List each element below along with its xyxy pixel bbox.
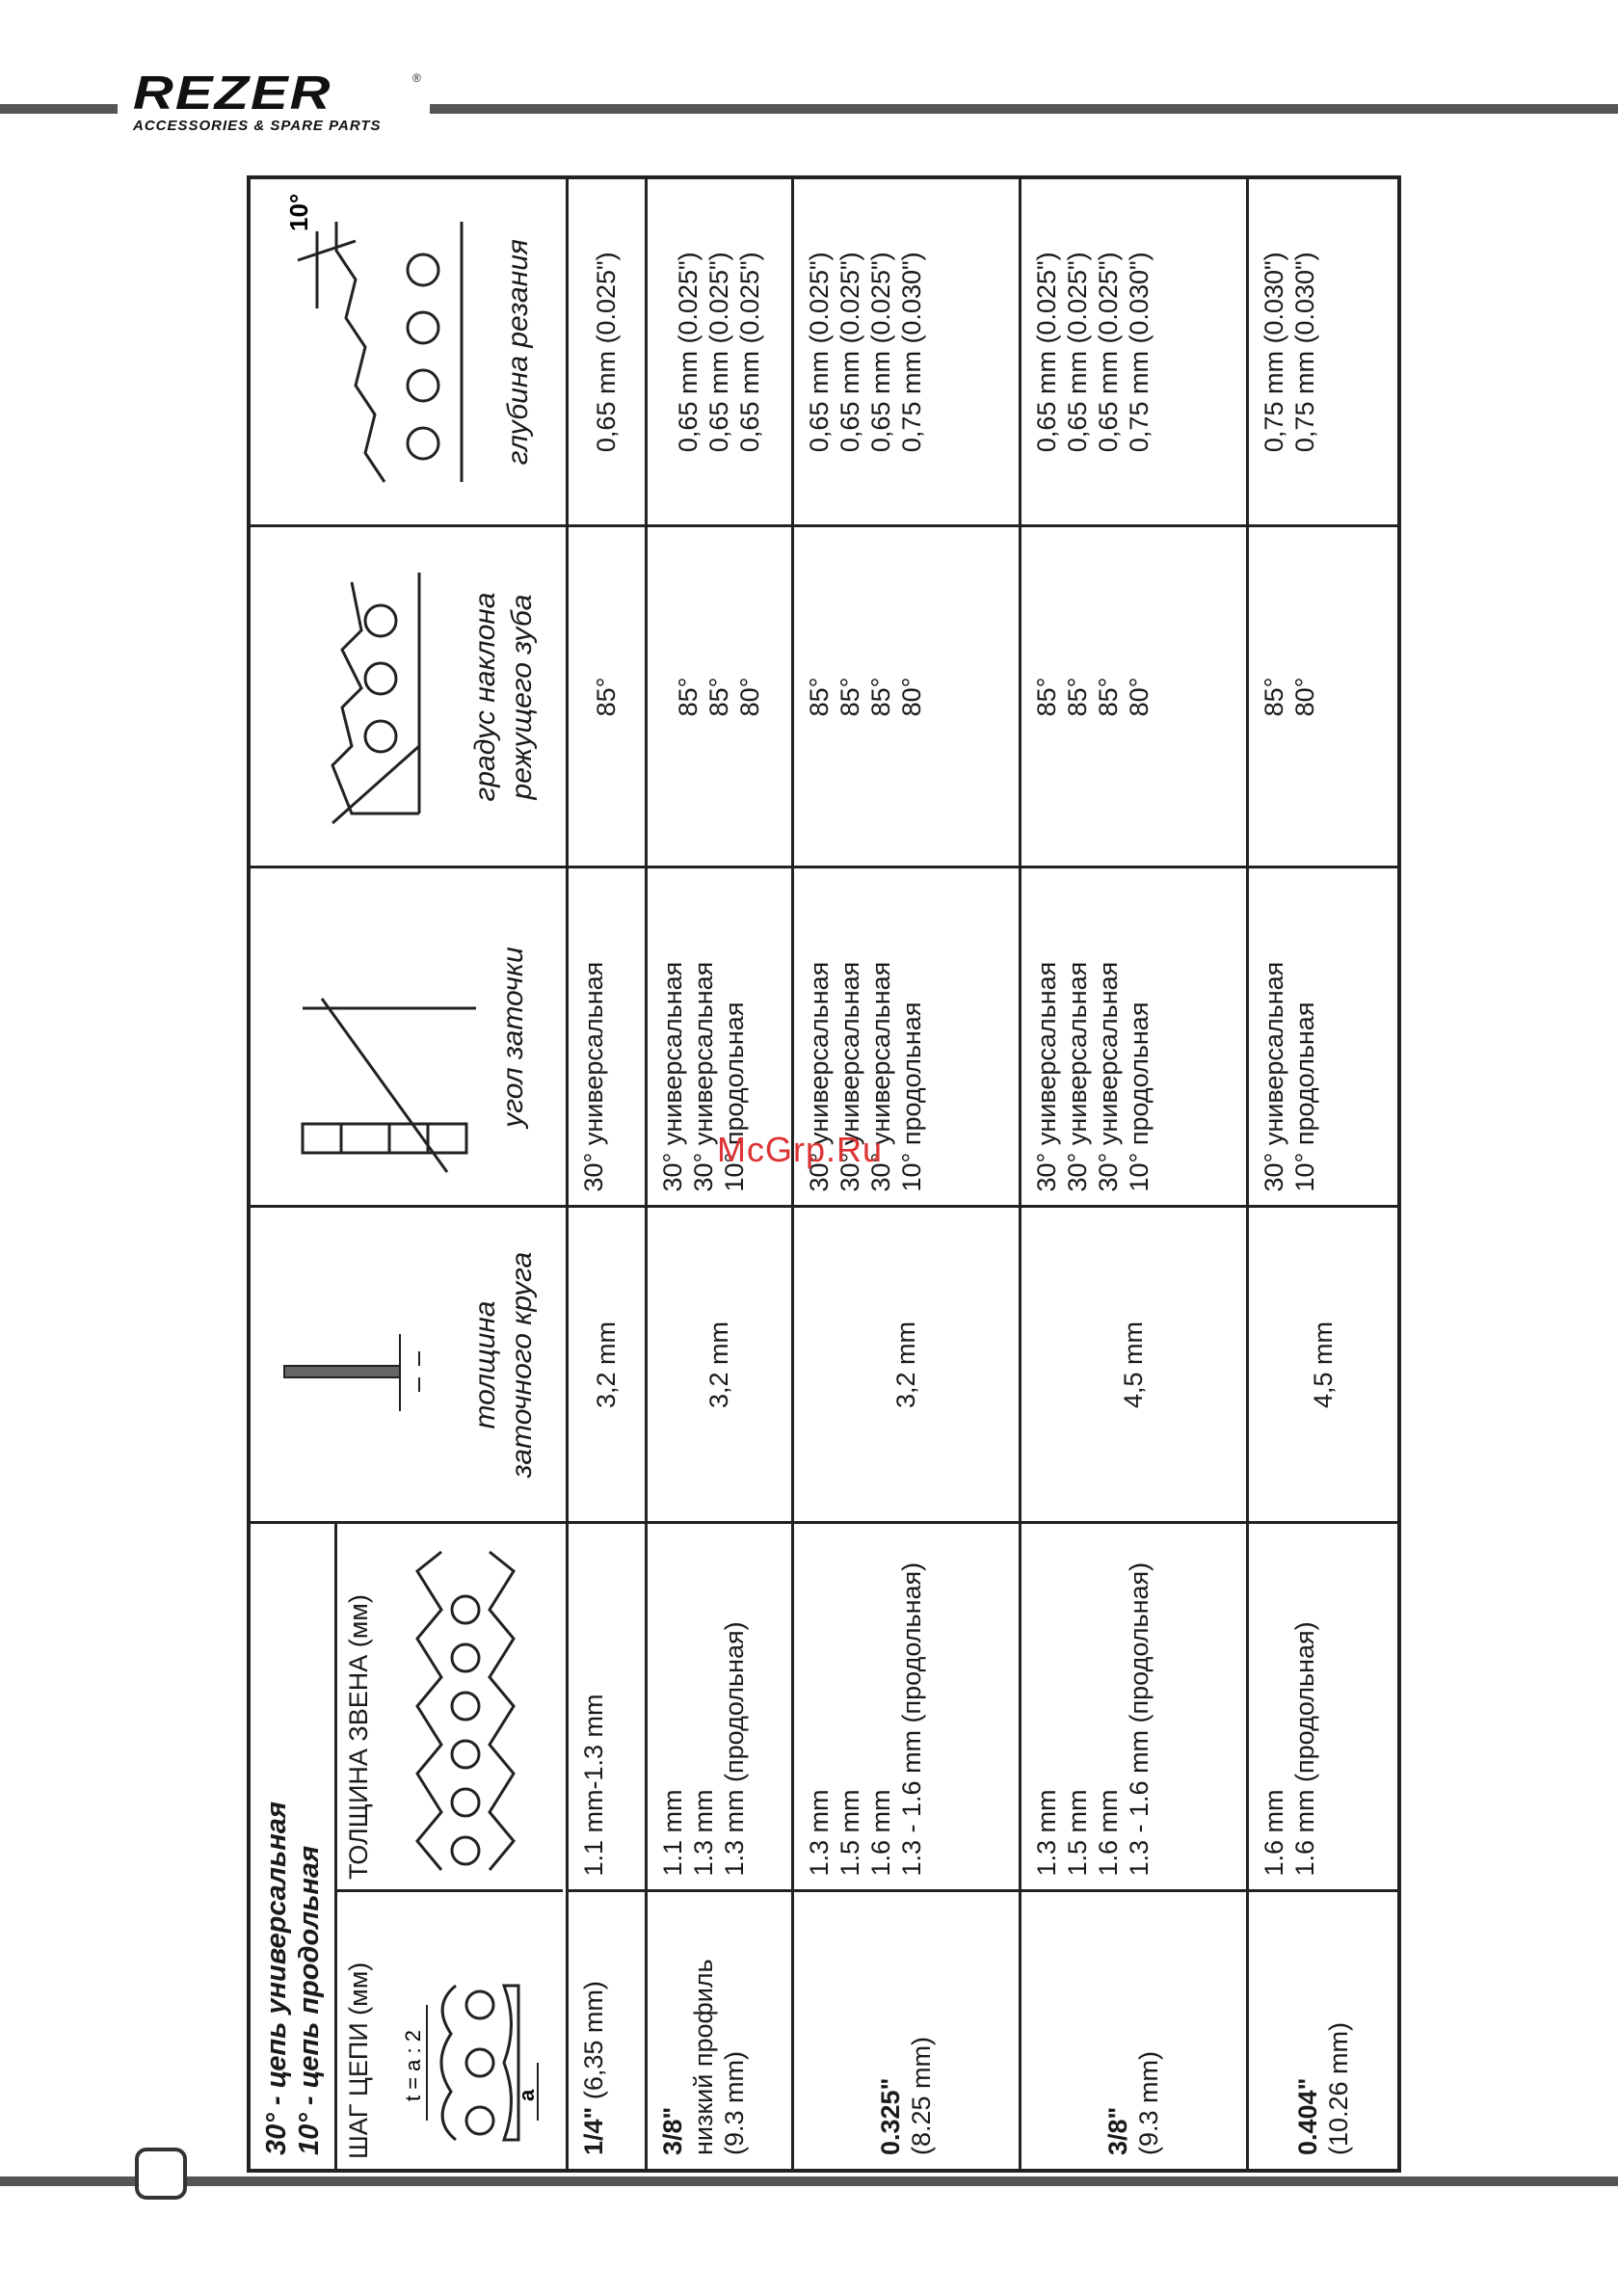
pitch-inch: 1/4" <box>578 2106 608 2155</box>
table-row <box>1020 177 1247 2171</box>
wheel-cell <box>792 1207 1020 1523</box>
table-row <box>792 177 1020 2171</box>
tooth-header <box>249 526 567 868</box>
tooth-value: 80° <box>735 677 764 717</box>
angle-value: 10° продольная <box>719 1001 749 1192</box>
pitch-cell <box>792 1891 1020 2171</box>
pitch-extra: (9.3 mm) <box>719 2051 749 2155</box>
header-rule-right <box>430 104 1618 114</box>
wheel-value: 3,2 mm <box>891 1321 920 1409</box>
pitch-cell <box>567 1891 646 2171</box>
wheel-cell <box>567 1207 646 1523</box>
pitch-extra: низкий профиль <box>688 1959 718 2155</box>
depth-value: 0,65 mm (0.025") <box>1062 252 1092 453</box>
tooth-value: 85° <box>804 677 834 717</box>
angle-value: 30° универсальная <box>835 961 864 1192</box>
wheel-cell <box>1247 1207 1399 1523</box>
gauge-value: 1.6 mm <box>1259 1789 1288 1877</box>
tooth-value: 80° <box>1124 677 1154 717</box>
table-row <box>1247 177 1399 2171</box>
gauge-value: 1.1 mm <box>657 1789 687 1877</box>
angle-value: 30° универсальная <box>578 961 608 1192</box>
tooth-value: 85° <box>1093 677 1123 717</box>
wheel-cell <box>1020 1207 1247 1523</box>
wheel-cell <box>646 1207 792 1523</box>
gauge-value: 1.1 mm-1.3 mm <box>578 1694 608 1877</box>
tooth-value: 85° <box>704 677 733 717</box>
angle-value: 30° универсальная <box>804 961 834 1192</box>
gauge-value: 1.3 - 1.6 mm (продольная) <box>1124 1562 1154 1877</box>
depth-value: 0,75 mm (0.030") <box>896 252 926 453</box>
depth-cell <box>792 177 1020 526</box>
tooth-value: 85° <box>1062 677 1092 717</box>
chain-spec-table <box>247 175 1401 2173</box>
depth-value: 0,65 mm (0.025") <box>835 252 864 453</box>
footer-rule-right <box>185 2176 1618 2186</box>
gauge-value: 1.6 mm (продольная) <box>1289 1621 1319 1877</box>
legend-universal: 30° - цепь универсальная <box>261 1802 292 2155</box>
depth-value: 0,65 mm (0.025") <box>1031 252 1061 453</box>
table-row <box>646 177 792 2171</box>
pitch-mm: (6,35 mm) <box>578 1981 608 2107</box>
depth-value: 0,65 mm (0.025") <box>674 252 703 453</box>
tooth-angle-icon <box>275 545 467 853</box>
tooth-value: 85° <box>865 677 895 717</box>
gauge-value: 1.6 mm <box>1093 1789 1123 1877</box>
spec-table-wrapper <box>247 179 1397 2173</box>
tooth-value: 85° <box>592 677 621 717</box>
gauge-cell <box>1247 1523 1399 1891</box>
wheel-value: 3,2 mm <box>592 1321 621 1409</box>
angle-cell <box>567 868 646 1207</box>
gauge-value: 1.5 mm <box>1062 1789 1092 1877</box>
angle-header <box>249 868 567 1207</box>
gauge-value: 1.3 mm <box>688 1789 718 1877</box>
depth-value: 0,65 mm (0.025") <box>1093 252 1123 453</box>
pitch-header-label: ШАГ ЦЕПИ (мм) <box>344 1962 373 2159</box>
gauge-value: 1.6 mm <box>865 1789 895 1877</box>
pitch-formula-label: t = a : 2 <box>401 2030 425 2101</box>
angle-value: 10° продольная <box>896 1001 926 1192</box>
pitch-a-label: a <box>515 2089 539 2101</box>
pitch-inch: 0.325" <box>876 2077 905 2155</box>
pitch-extra: (8.25 mm) <box>907 2036 936 2155</box>
gauge-value: 1.3 - 1.6 mm (продольная) <box>896 1562 926 1877</box>
watermark: McGrp.Ru <box>717 1130 884 1169</box>
angle-value: 30° универсальная <box>1093 961 1123 1192</box>
angle-value: 30° универсальная <box>1259 961 1288 1192</box>
wheel-header-line1: толщина <box>469 1300 502 1429</box>
angle-cell <box>1247 868 1399 1207</box>
wheel-header <box>249 1207 567 1523</box>
tooth-cell <box>567 526 646 868</box>
pitch-extra: (10.26 mm) <box>1323 2021 1353 2155</box>
tooth-value: 85° <box>1031 677 1061 717</box>
tooth-value: 85° <box>835 677 864 717</box>
angle-value: 30° универсальная <box>865 961 895 1192</box>
tooth-header-line1: градус наклона <box>469 592 502 802</box>
brand-tagline: ACCESSORIES & SPARE PARTS <box>133 118 382 134</box>
page-number-box <box>135 2148 187 2200</box>
brand-logo <box>133 66 422 134</box>
cutting-depth-icon <box>279 194 500 512</box>
angle-value: 10° продольная <box>1124 1001 1154 1192</box>
chain-header-cell <box>249 1523 567 2171</box>
pitch-diagram-icon <box>374 1899 547 2159</box>
tooth-cell <box>646 526 792 868</box>
gauge-cell <box>792 1523 1020 1891</box>
footer-rule-left <box>0 2176 137 2186</box>
wheel-value: 4,5 mm <box>1308 1321 1338 1409</box>
header-rule-left <box>0 104 118 114</box>
depth-cell <box>567 177 646 526</box>
gauge-header <box>337 1523 563 1889</box>
table-header-row <box>249 177 567 2171</box>
pitch-cell <box>646 1891 792 2171</box>
depth-angle-label: 10° <box>284 194 314 232</box>
angle-value: 30° универсальная <box>1062 961 1092 1192</box>
pitch-cell <box>1020 1891 1247 2171</box>
tooth-cell <box>1247 526 1399 868</box>
wheel-thickness-icon <box>275 1229 467 1508</box>
angle-value: 30° универсальная <box>657 961 687 1192</box>
depth-value: 0,65 mm (0.025") <box>704 252 733 453</box>
depth-value: 0,75 mm (0.030") <box>1124 252 1154 453</box>
spec-table-rotated <box>247 179 1397 2173</box>
depth-value: 0,75 mm (0.030") <box>1259 252 1288 453</box>
wheel-value: 3,2 mm <box>704 1321 733 1409</box>
tooth-cell <box>792 526 1020 868</box>
pitch-inch: 0.404" <box>1292 2077 1322 2155</box>
sharpening-angle-icon <box>283 884 495 1192</box>
depth-cell <box>646 177 792 526</box>
tooth-value: 85° <box>674 677 703 717</box>
brand-reg-mark: ® <box>412 71 421 85</box>
wheel-header-line2: заточного круга <box>506 1251 539 1479</box>
tooth-value: 80° <box>1289 677 1319 717</box>
depth-value: 0,65 mm (0.025") <box>804 252 834 453</box>
chain-links-icon <box>374 1533 547 1880</box>
brand-name: REZER <box>133 66 332 120</box>
pitch-inch: 3/8" <box>1103 2106 1132 2155</box>
angle-value: 10° продольная <box>1289 1001 1319 1192</box>
depth-value: 0,65 mm (0.025") <box>735 252 764 453</box>
table-row <box>567 177 646 2171</box>
legend-ripping: 10° - цепь продольная <box>294 1845 325 2155</box>
tooth-cell <box>1020 526 1247 868</box>
depth-cell <box>1020 177 1247 526</box>
angle-value: 30° универсальная <box>688 961 718 1192</box>
gauge-value: 1.3 mm <box>804 1789 834 1877</box>
gauge-cell <box>1020 1523 1247 1891</box>
tooth-value: 85° <box>1259 677 1288 717</box>
depth-header <box>249 177 567 526</box>
gauge-cell <box>646 1523 792 1891</box>
gauge-header-label: ТОЛЩИНА ЗВЕНА (мм) <box>344 1594 373 1880</box>
wheel-value: 4,5 mm <box>1119 1321 1148 1409</box>
depth-cell <box>1247 177 1399 526</box>
gauge-value: 1.3 mm (продольная) <box>719 1621 749 1877</box>
tooth-value: 80° <box>896 677 926 717</box>
legend <box>251 1525 337 2170</box>
angle-header-label: угол заточки <box>497 947 530 1128</box>
angle-cell <box>1020 868 1247 1207</box>
depth-value: 0,65 mm (0.025") <box>865 252 895 453</box>
pitch-extra: (9.3 mm) <box>1134 2051 1163 2155</box>
depth-value: 0,65 mm (0.025") <box>592 252 621 453</box>
pitch-cell <box>1247 1891 1399 2171</box>
depth-value: 0,75 mm (0.030") <box>1289 252 1319 453</box>
gauge-cell <box>567 1523 646 1891</box>
depth-header-label: глубина резания <box>502 239 535 466</box>
pitch-inch: 3/8" <box>657 2106 687 2155</box>
gauge-value: 1.5 mm <box>835 1789 864 1877</box>
tooth-header-line2: режущего зуба <box>506 594 539 800</box>
gauge-value: 1.3 mm <box>1031 1789 1061 1877</box>
pitch-header <box>337 1889 563 2169</box>
angle-value: 30° универсальная <box>1031 961 1061 1192</box>
